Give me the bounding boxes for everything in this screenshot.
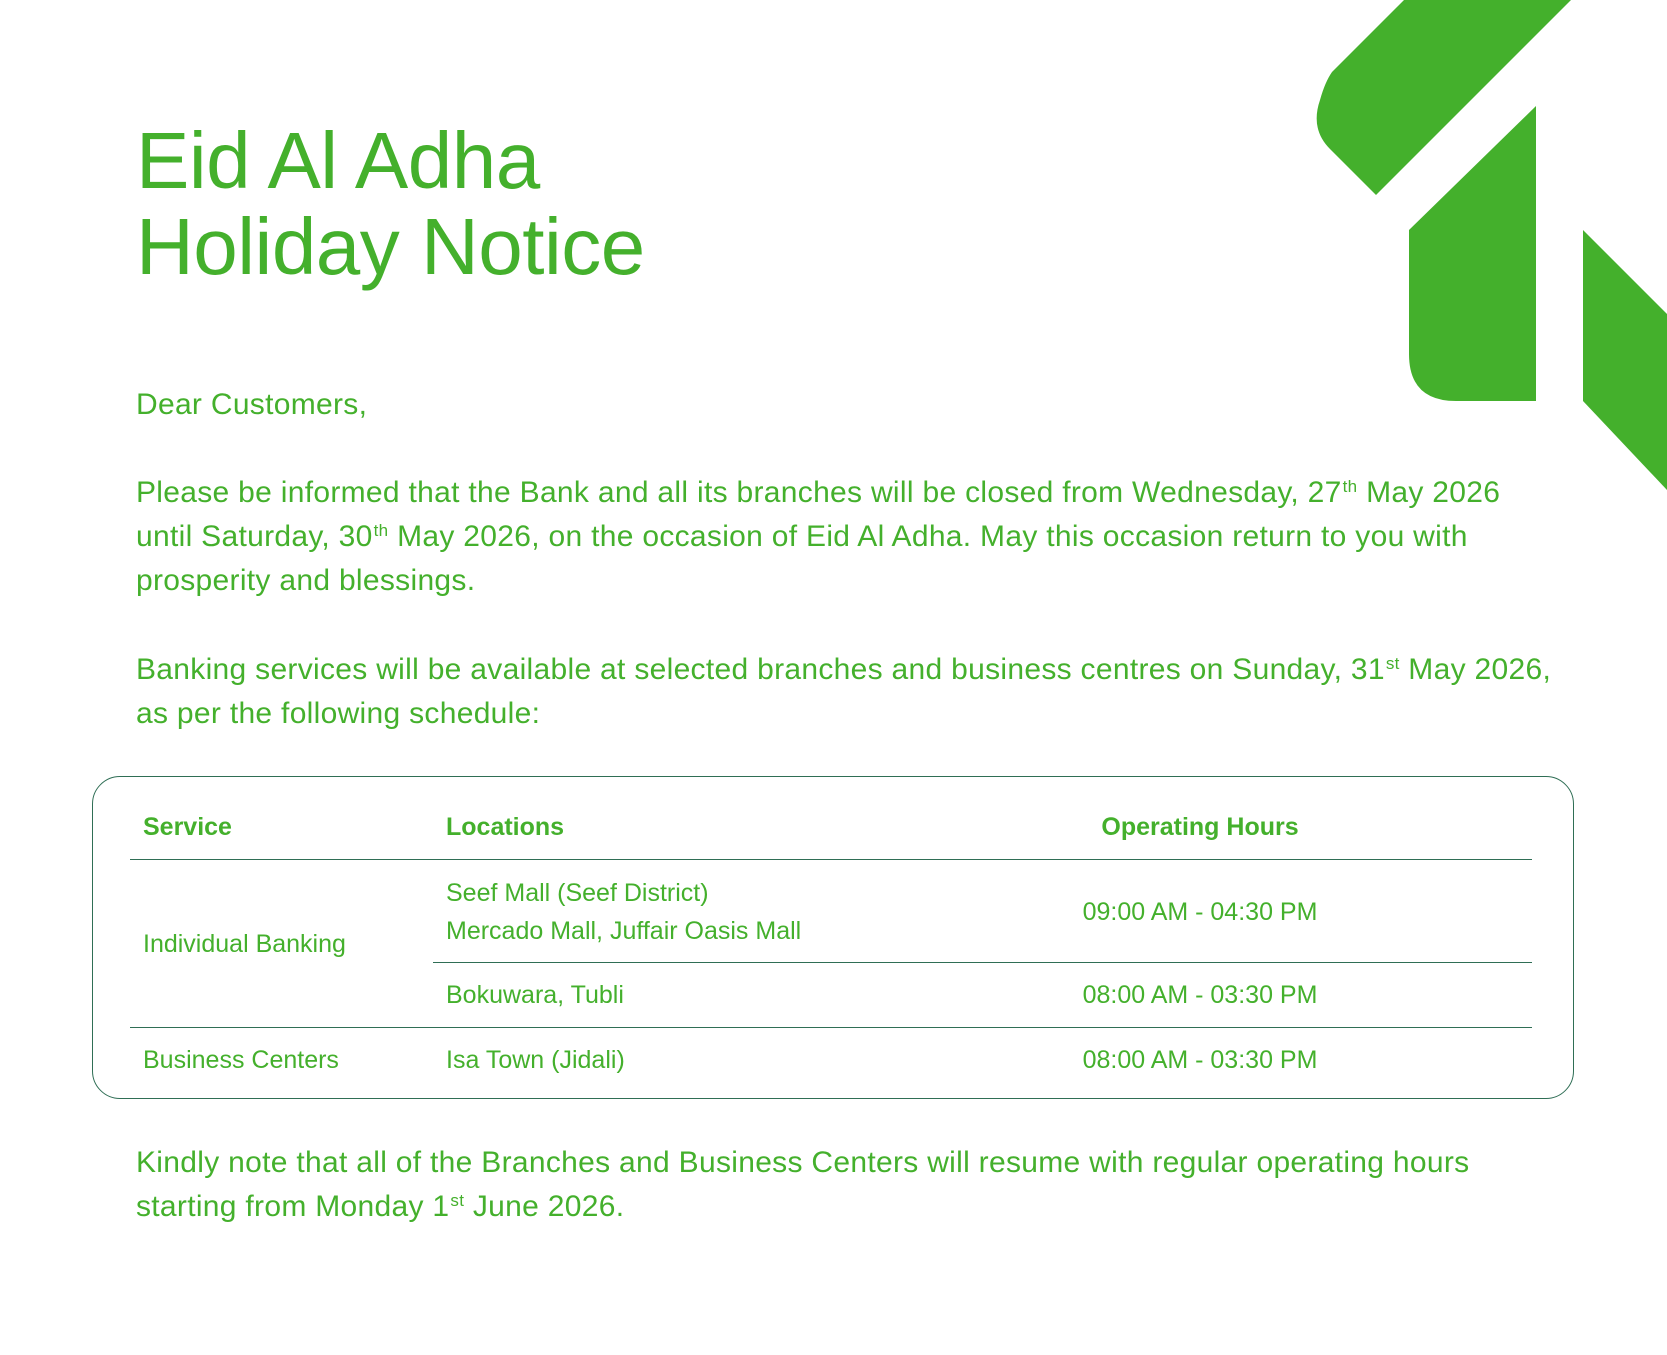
services-intro-text-2: May 2026, as per the following schedule: [136, 653, 1552, 730]
services-intro-text-1: Banking services will be available at selected branches and business centres on Sunday, 31 [136, 653, 1385, 686]
location-item: Isa Town (Jidali) [446, 1046, 625, 1074]
sub-row-divider [433, 962, 1532, 963]
closure-paragraph [136, 471, 1536, 603]
service-individual-banking: Individual Banking [143, 930, 346, 958]
resume-sup-1: st [450, 1191, 465, 1210]
locations-cell [446, 976, 624, 1014]
schedule-table [92, 776, 1574, 1099]
locations-cell [446, 1041, 625, 1079]
hours-cell: 08:00 AM - 03:30 PM [1082, 981, 1318, 1009]
header-operating-hours: Operating Hours [1101, 813, 1299, 841]
header-locations: Locations [446, 813, 565, 841]
bank-logo-icon [1280, 0, 1667, 500]
service-business-centers: Business Centers [143, 1046, 339, 1074]
closure-text-3: May 2026, on the occasion of Eid Al Adha. May this occasion return to you with prosperity and blessings. [136, 520, 1468, 597]
resume-paragraph [136, 1141, 1576, 1229]
title-line-2: Holiday Notice [136, 202, 645, 291]
row-divider [130, 1027, 1532, 1028]
header-service: Service [143, 813, 232, 841]
location-item: Seef Mall (Seef District) [446, 879, 709, 907]
title-line-1: Eid Al Adha [136, 116, 540, 205]
location-item: Mercado Mall, Juffair Oasis Mall [446, 917, 802, 945]
closure-sup-2: th [373, 521, 389, 540]
hours-cell: 09:00 AM - 04:30 PM [1082, 898, 1318, 926]
logo-right-block [1583, 230, 1667, 490]
location-item: Bokuwara, Tubli [446, 981, 624, 1009]
locations-cell [446, 874, 801, 950]
hours-cell: 08:00 AM - 03:30 PM [1082, 1046, 1318, 1074]
closure-text-1: Please be informed that the Bank and all its branches will be closed from Wednesday, 27 [136, 476, 1342, 509]
resume-text-1: Kindly note that all of the Branches and Business Centers will resume with regular operating hours starting from Monday 1 [136, 1146, 1470, 1223]
page-title [136, 118, 645, 290]
services-intro-sup-1: st [1385, 654, 1400, 673]
closure-sup-1: th [1342, 477, 1358, 496]
header-divider [130, 859, 1532, 860]
greeting: Dear Customers, [136, 388, 368, 421]
closure-text-2: May 2026 until Saturday, 30 [136, 476, 1501, 553]
resume-text-2: June 2026. [464, 1190, 625, 1223]
logo-middle-block [1409, 106, 1536, 401]
services-intro-paragraph [136, 648, 1576, 736]
